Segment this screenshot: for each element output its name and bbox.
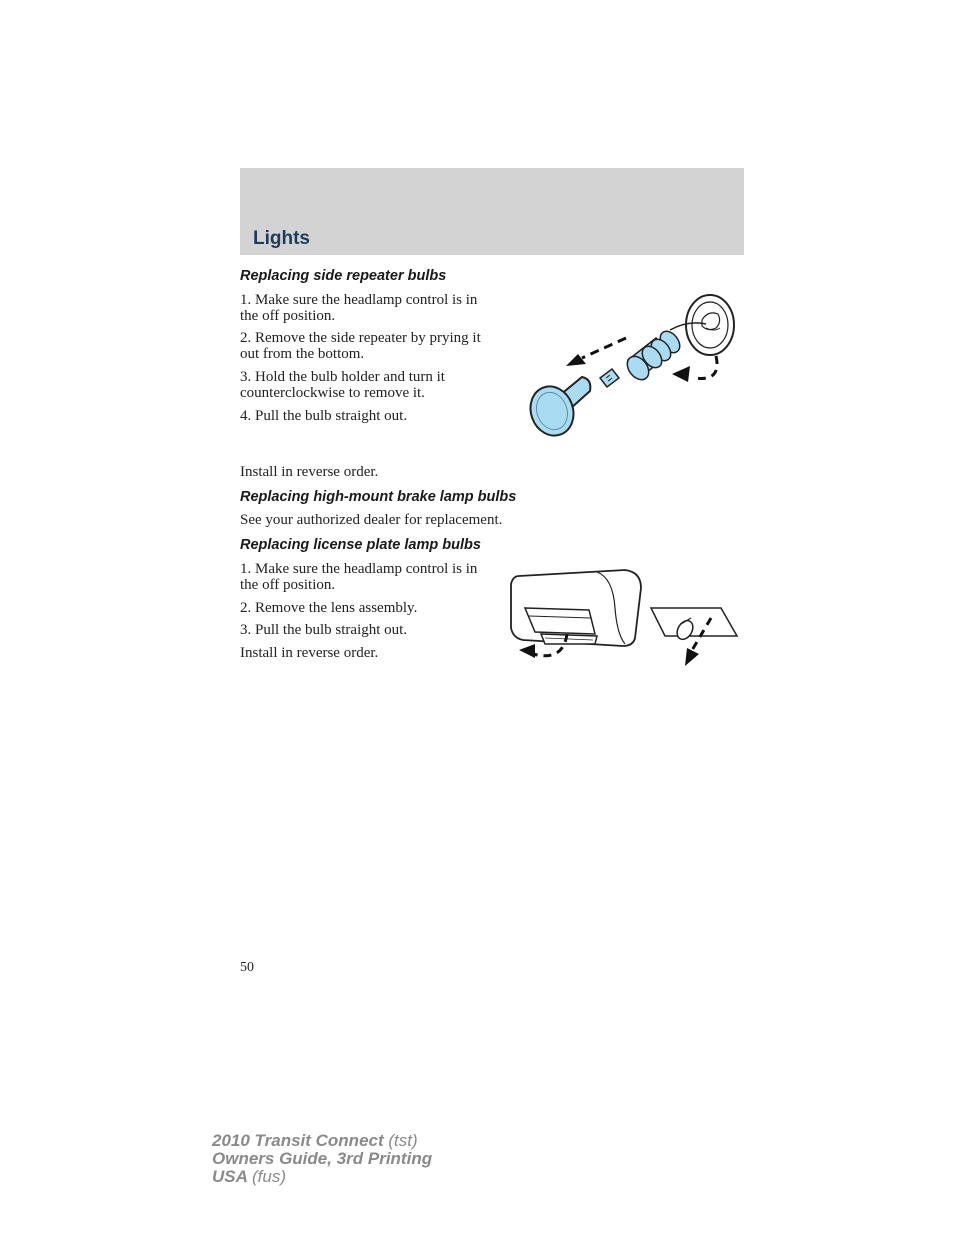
- side-repeater-install-note: Install in reverse order.: [240, 464, 379, 480]
- high-mount-brake-text: See your authorized dealer for replacement.: [240, 512, 503, 528]
- license-plate-install-note: Install in reverse order.: [240, 645, 379, 661]
- side-repeater-step-2: 2. Remove the side repeater by prying it out from the bottom.: [240, 330, 481, 362]
- footer-market: USA: [212, 1167, 248, 1186]
- heading-high-mount-brake: Replacing high-mount brake lamp bulbs: [240, 489, 517, 505]
- section-title: Lights: [253, 228, 310, 249]
- section-header-band: [240, 168, 744, 255]
- side-repeater-illustration: [520, 290, 745, 440]
- heading-license-plate: Replacing license plate lamp bulbs: [240, 537, 481, 553]
- footer-line-1: [212, 1132, 432, 1150]
- side-repeater-step-3: 3. Hold the bulb holder and turn it counterclockwise to remove it.: [240, 369, 445, 401]
- footer-market-code: (fus): [252, 1167, 286, 1186]
- side-repeater-step-1: 1. Make sure the headlamp control is in the off position.: [240, 292, 478, 324]
- license-plate-step-2: 2. Remove the lens assembly.: [240, 600, 418, 616]
- license-plate-step-1: 1. Make sure the headlamp control is in the off position.: [240, 561, 478, 593]
- footer-model-code: (tst): [388, 1131, 418, 1150]
- footer-line-2: Owners Guide, 3rd Printing: [212, 1149, 433, 1168]
- footer-line-3: [212, 1168, 432, 1186]
- heading-side-repeater: Replacing side repeater bulbs: [240, 268, 447, 284]
- document-footer: [212, 1132, 432, 1186]
- side-repeater-step-4: 4. Pull the bulb straight out.: [240, 408, 408, 424]
- license-plate-step-3: 3. Pull the bulb straight out.: [240, 622, 408, 638]
- license-plate-illustration: [505, 568, 745, 670]
- page-number: 50: [240, 960, 254, 975]
- footer-model: 2010 Transit Connect: [212, 1131, 384, 1150]
